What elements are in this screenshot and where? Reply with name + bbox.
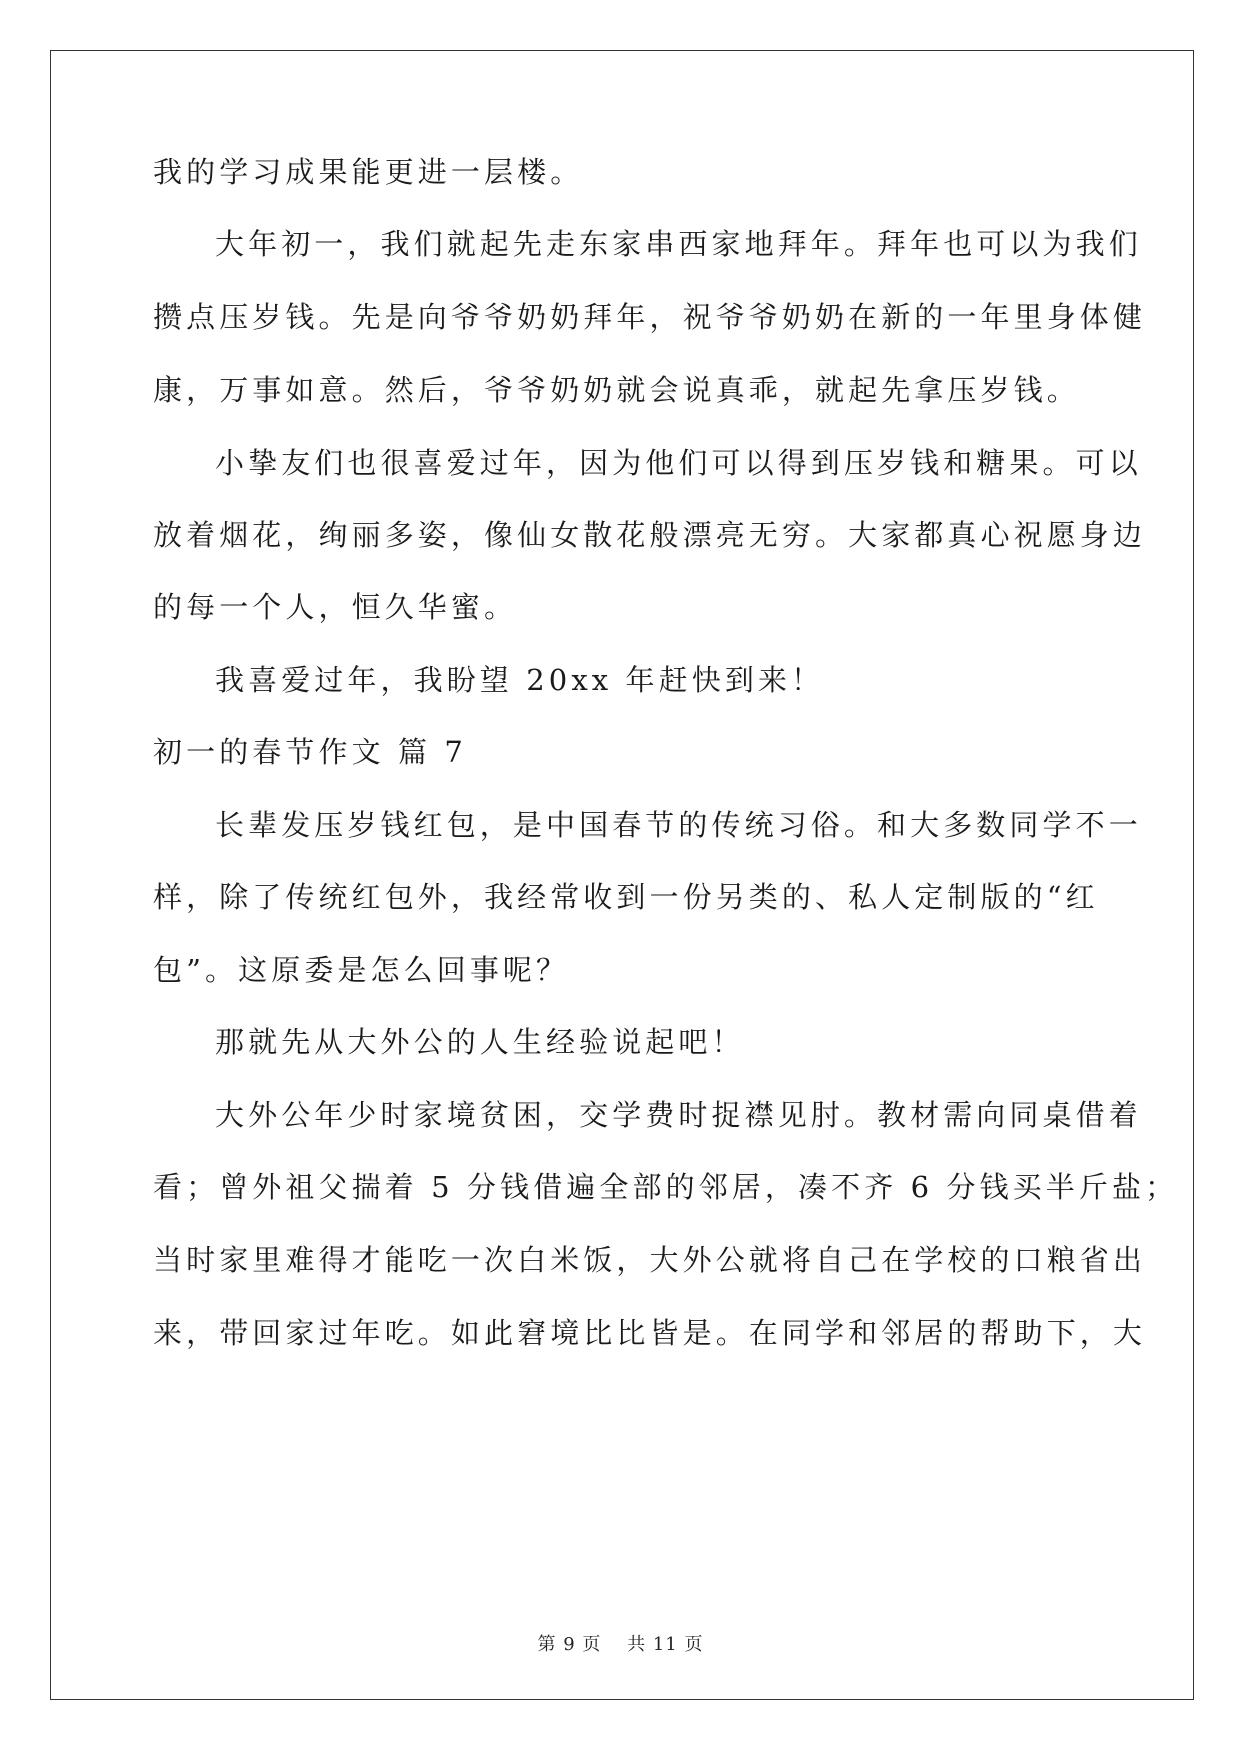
section-heading: 初一的春节作文 篇 7 (153, 735, 467, 769)
paragraph-start: 大年初一，我们就起先走东家串西家地拜年。拜年也可以为我们 (215, 227, 1142, 261)
text-line: 包”。这原委是怎么回事呢？ (153, 953, 570, 987)
paragraph-start: 小挚友们也很喜爱过年，因为他们可以得到压岁钱和糖果。可以 (215, 446, 1142, 480)
paragraph-start: 大外公年少时家境贫困，交学费时捉襟见肘。教材需向同桌借着 (215, 1098, 1142, 1132)
page-number: 第 9 页 共 11 页 (537, 1634, 704, 1655)
text-line: 看；曾外祖父揣着 5 分钱借遍全部的邻居，凑不齐 6 分钱买半斤盐； (153, 1170, 1179, 1204)
text-line: 放着烟花，绚丽多姿，像仙女散花般漂亮无穷。大家都真心祝愿身边 (153, 518, 1147, 552)
text-line: 康，万事如意。然后，爷爷奶奶就会说真乖，就起先拿压岁钱。 (153, 373, 1080, 407)
text-line: 的每一个人，恒久华蜜。 (153, 590, 518, 624)
paragraph-start: 我喜爱过年，我盼望 20xx 年赶快到来！ (215, 663, 825, 697)
text-line: 来，带回家过年吃。如此窘境比比皆是。在同学和邻居的帮助下，大 (153, 1316, 1147, 1350)
text-line: 当时家里难得才能吃一次白米饭，大外公就将自己在学校的口粮省出 (153, 1243, 1147, 1277)
text-line: 攒点压岁钱。先是向爷爷奶奶拜年，祝爷爷奶奶在新的一年里身体健 (153, 300, 1147, 334)
paragraph-start: 那就先从大外公的人生经验说起吧！ (215, 1025, 745, 1059)
text-line: 样，除了传统红包外，我经常收到一份另类的、私人定制版的“红 (153, 880, 1099, 914)
text-line: 我的学习成果能更进一层楼。 (153, 155, 584, 189)
paragraph-start: 长辈发压岁钱红包，是中国春节的传统习俗。和大多数同学不一 (215, 808, 1142, 842)
